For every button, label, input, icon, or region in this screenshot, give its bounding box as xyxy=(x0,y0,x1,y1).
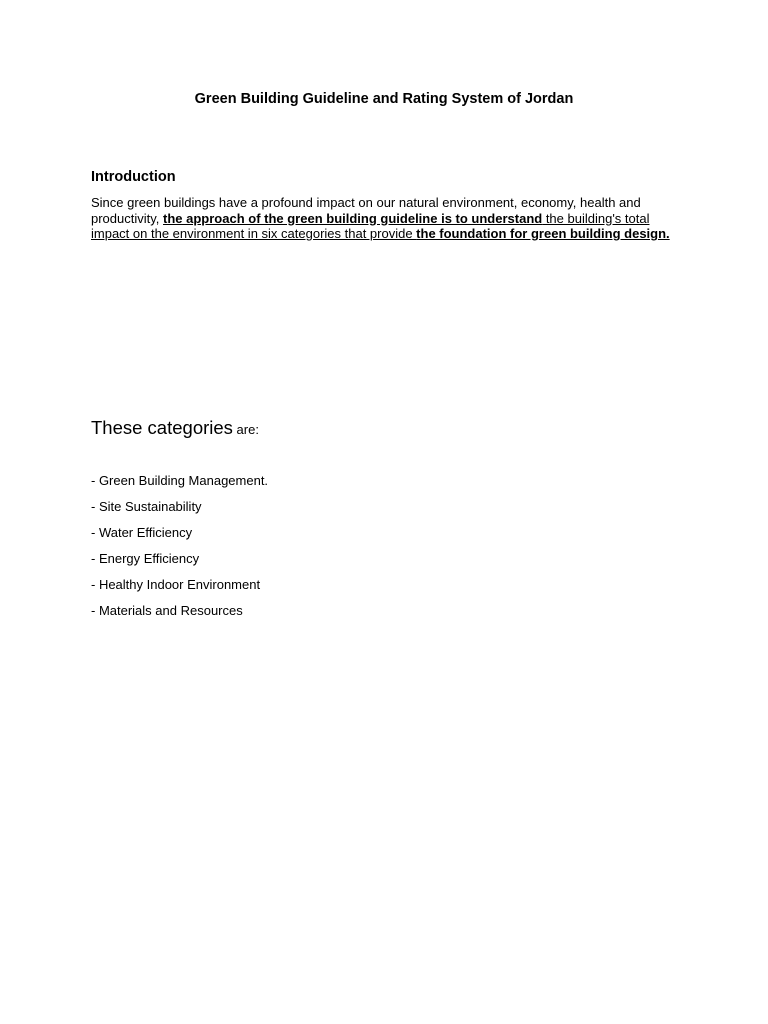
categories-heading-small: are: xyxy=(232,422,259,437)
list-item: - Healthy Indoor Environment xyxy=(91,577,261,592)
list-item: - Materials and Resources xyxy=(91,603,243,618)
categories-heading-large: These categories xyxy=(91,417,233,438)
intro-bold-foundation: the foundation for green building design. xyxy=(416,226,670,242)
intro-text-1: Since green buildings have a profound impact on our natural environment, economy, health and productivity, xyxy=(91,195,641,226)
list-item: - Energy Efficiency xyxy=(91,551,200,566)
list-item: - Green Building Management. xyxy=(91,473,269,488)
categories-heading xyxy=(91,416,259,442)
list-item: - Site Sustainability xyxy=(91,499,202,514)
intro-underlined-text xyxy=(91,211,670,242)
intro-text-2: the building's total impact on the environment in six categories that provide xyxy=(91,210,650,242)
introduction-heading: Introduction xyxy=(91,169,176,185)
document-title: Green Building Guideline and Rating System of Jordan xyxy=(194,91,574,107)
introduction-paragraph xyxy=(91,195,681,242)
intro-bold-approach: the approach of the green building guideline is to understand xyxy=(163,210,543,226)
categories-list xyxy=(91,472,268,628)
list-item: - Water Efficiency xyxy=(91,525,193,540)
